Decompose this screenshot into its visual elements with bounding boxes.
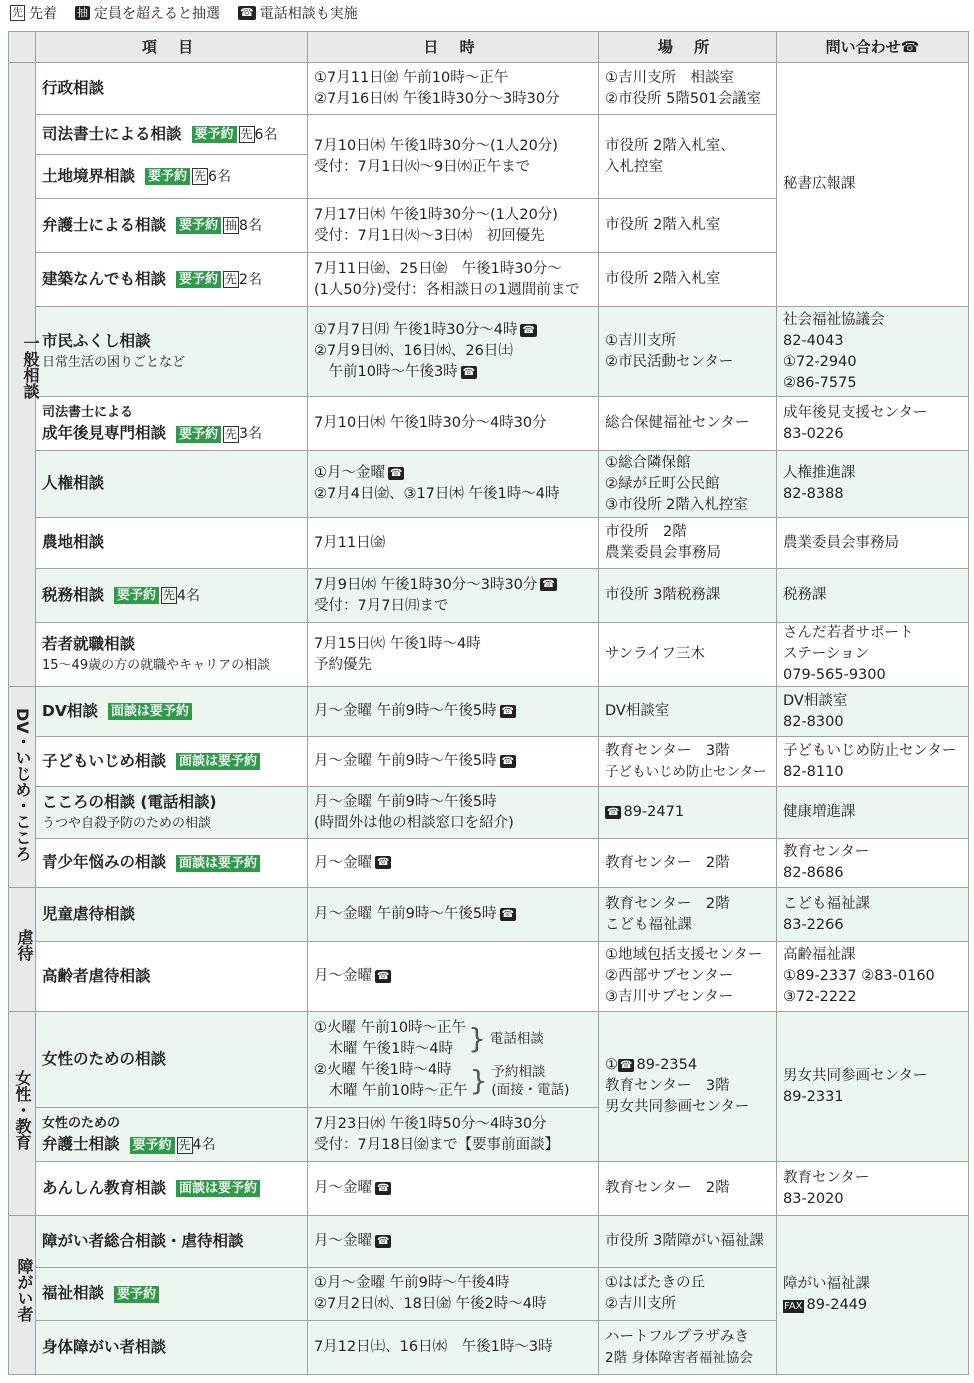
item-cell: 身体障がい者相談: [36, 1321, 308, 1375]
table-row: [9, 397, 969, 451]
brace-icon: }: [469, 1063, 488, 1097]
item-cell: 土地境界相談 要予約 先 6名: [36, 155, 308, 199]
contact-cell: 秘書広報課: [777, 63, 969, 307]
category-dv: DV・いじめ・こころ: [9, 687, 36, 888]
table-row: [9, 942, 969, 1012]
phone-icon: ☎: [462, 366, 476, 378]
sen-badge: 先: [225, 272, 238, 286]
contact-cell: 教育センター 82-8686: [777, 839, 969, 888]
table-row: [9, 623, 969, 687]
datetime-cell: ①月～金曜 午前9時～午後4時 ②7月2日㈬、18日㈮ 午後2時～4時: [308, 1268, 599, 1321]
reservation-badge: 要予約: [145, 168, 190, 185]
phone-icon: ☎: [377, 1235, 390, 1247]
place-cell: DV相談室: [599, 687, 777, 737]
datetime-cell: 7月9日㈬ 午後1時30分～3時30分 ☎ 受付：7月7日㈪まで: [308, 569, 599, 623]
datetime-cell: 月～金曜 ☎: [308, 839, 599, 888]
contact-cell: 人権推進課 82-8388: [777, 451, 969, 518]
header-datetime: 日 時: [308, 32, 599, 63]
reservation-badge: 要予約: [114, 587, 159, 604]
contact-cell: 高齢福祉課 ①89-2337 ②83-0160 ③72-2222: [777, 942, 969, 1012]
header-place: 場 所: [599, 32, 777, 63]
legend-tel-label: 電話相談も実施: [259, 6, 358, 22]
item-cell: 人権相談: [36, 451, 308, 518]
legend-tel: [238, 3, 358, 23]
item-cell: 福祉相談 要予約: [36, 1268, 308, 1321]
place-cell: 市役所 2階入札室: [599, 253, 777, 307]
table-row: [9, 1012, 969, 1108]
reservation-badge: 面談は要予約: [176, 753, 260, 770]
sen-badge: 先: [163, 588, 176, 602]
reservation-badge: 面談は要予約: [108, 703, 192, 720]
table-row: [9, 63, 969, 115]
phone-icon: ☎: [501, 908, 515, 920]
item-cell: 児童虐待相談: [36, 888, 308, 942]
contact-cell: 税務課: [777, 569, 969, 623]
contact-cell: 教育センター 83-2020: [777, 1162, 969, 1216]
datetime-cell: 7月10日㈭ 午後1時30分～(1人20分) 受付：7月1日㈫～9日㈬正午まで: [308, 115, 599, 199]
table-row: [9, 307, 969, 397]
item-cell: こころの相談 (電話相談) うつや自殺予防のための相談: [36, 787, 308, 839]
datetime-cell: 7月11日㈮、25日㈮ 午後1時30分～ (1人50分)受付：各相談日の1週間前まで: [308, 253, 599, 307]
legend-sen: [10, 3, 57, 23]
phone-icon: ☎: [542, 579, 555, 590]
chu-badge: 抽: [225, 218, 238, 232]
item-cell: 障がい者総合相談・虐待相談: [36, 1216, 308, 1268]
legend-chu: [75, 3, 220, 23]
item-cell: 弁護士による相談 要予約 抽 8名: [36, 199, 308, 253]
phone-icon: ☎: [377, 970, 390, 982]
datetime-cell: ①火曜 午前10時～正午 木曜 午後1時～4時 } 電話相談 ②火曜 午後1時～4時 木曜 午前10時～正午 } 予約相談 (面接・電話): [308, 1012, 599, 1108]
item-cell: 高齢者虐待相談: [36, 942, 308, 1012]
table-row: [9, 839, 969, 888]
place-cell: 教育センター 2階 こども福祉課: [599, 888, 777, 942]
datetime-cell: 月～金曜 午前9時～午後5時 (時間外は他の相談窓口を紹介): [308, 787, 599, 839]
table-row: [9, 569, 969, 623]
phone-icon: ☎: [620, 1059, 633, 1071]
item-cell: 女性のための 弁護士相談 要予約 先 4名: [36, 1108, 308, 1162]
table-row: [9, 518, 969, 569]
item-cell: 若者就職相談 15～49歳の方の就職やキャリアの相談: [36, 623, 308, 687]
table-row: [9, 1216, 969, 1268]
contact-cell: 社会福祉協議会 82-4043 ①72-2940 ②86-7575: [777, 307, 969, 397]
place-cell: 市役所 3階税務課: [599, 569, 777, 623]
datetime-cell: 7月11日㈮: [308, 518, 599, 569]
place-cell: 教育センター 2階: [599, 1162, 777, 1216]
reservation-badge: 要予約: [176, 426, 221, 443]
datetime-cell: 7月17日㈭ 午後1時30分～(1人20分) 受付：7月1日㈫～3日㈭ 初回優先: [308, 199, 599, 253]
phone-icon: ☎: [377, 1182, 390, 1194]
table-row: [9, 1162, 969, 1216]
item-cell: あんしん教育相談 面談は要予約: [36, 1162, 308, 1216]
datetime-cell: 7月23日㈬ 午後1時50分～4時30分 受付：7月18日㈮まで【要事前面談】: [308, 1108, 599, 1162]
datetime-cell: 7月12日㈯、16日㈬ 午後1時～3時: [308, 1321, 599, 1375]
sen-badge: 先: [12, 6, 23, 19]
sen-badge: 先: [240, 127, 253, 141]
phone-icon: ☎: [377, 857, 390, 868]
category-josei: 女性・教育: [9, 1012, 36, 1216]
place-cell: ①はばたきの丘 ②吉川支所: [599, 1268, 777, 1321]
datetime-cell: ①7月7日㈪ 午後1時30分～4時 ☎ ②7月9日㈬、16日㈬、26日㈯ 午前10時～午後3時 ☎: [308, 307, 599, 397]
contact-cell: こども福祉課 83-2266: [777, 888, 969, 942]
legend-chu-label: 定員を超えると抽選: [94, 6, 220, 22]
datetime-cell: 月～金曜 午前9時～午後5時 ☎: [308, 737, 599, 787]
place-cell: 市役所 2階入札室、 入札控室: [599, 115, 777, 199]
datetime-cell: 月～金曜 ☎: [308, 1216, 599, 1268]
place-cell: サンライフ三木: [599, 623, 777, 687]
place-cell: ① ☎ 89-2354 教育センター 3階 男女共同参画センター: [599, 1012, 777, 1162]
chu-badge: 抽: [77, 6, 88, 19]
sen-badge: 先: [178, 1137, 191, 1152]
datetime-cell: 月～金曜 ☎: [308, 1162, 599, 1216]
contact-cell: 障がい福祉課 FAX 89-2449: [777, 1216, 969, 1375]
header-cat: [9, 32, 36, 63]
contact-cell: 子どもいじめ防止センター 82-8110: [777, 737, 969, 787]
phone-icon: ☎: [501, 755, 515, 767]
item-cell: 建築なんでも相談 要予約 先 2名: [36, 253, 308, 307]
reservation-badge: 要予約: [176, 271, 221, 288]
place-cell: ①総合隣保館 ②緑が丘町公民館 ③市役所 2階入札控室: [599, 451, 777, 518]
place-cell: ☎ 89-2471: [599, 787, 777, 839]
place-cell: ①地域包括支援センター ②西部サブセンター ③吉川サブセンター: [599, 942, 777, 1012]
table-row: [9, 888, 969, 942]
category-ippan: 一般相談: [9, 63, 36, 687]
item-cell: 女性のための相談: [36, 1012, 308, 1108]
place-cell: 教育センター 3階 子どもいじめ防止センター: [599, 737, 777, 787]
contact-cell: 健康増進課: [777, 787, 969, 839]
contact-cell: 男女共同参画センター 89-2331: [777, 1012, 969, 1162]
item-cell: 税務相談 要予約 先 4名: [36, 569, 308, 623]
item-cell: 市民ふくし相談 日常生活の困りごとなど: [36, 307, 308, 397]
reservation-badge: 要予約: [192, 126, 237, 143]
phone-icon: ☎: [390, 467, 403, 479]
table-header: [9, 32, 969, 63]
phone-icon: ☎: [501, 705, 515, 717]
table-row: [9, 451, 969, 518]
place-cell: 総合保健福祉センター: [599, 397, 777, 451]
phone-icon: ☎: [522, 324, 535, 336]
reservation-badge: 要予約: [176, 217, 221, 234]
phone-icon: ☎: [607, 806, 620, 818]
legend-sen-label: 先着: [29, 6, 57, 22]
item-cell: DV相談 面談は要予約: [36, 687, 308, 737]
datetime-cell: 月～金曜 午前9時～午後5時 ☎: [308, 888, 599, 942]
place-cell: 教育センター 2階: [599, 839, 777, 888]
category-shogai: 障がい者: [9, 1216, 36, 1375]
item-cell: 子どもいじめ相談 面談は要予約: [36, 737, 308, 787]
datetime-cell: 7月15日㈫ 午後1時～4時 予約優先: [308, 623, 599, 687]
contact-cell: 成年後見支援センター 83-0226: [777, 397, 969, 451]
place-cell: 市役所 2階入札室: [599, 199, 777, 253]
table-row: [9, 737, 969, 787]
sen-badge: 先: [225, 426, 238, 441]
datetime-cell: 月～金曜 午前9時～午後5時 ☎: [308, 687, 599, 737]
legend: [0, 0, 974, 26]
contact-cell: DV相談室 82-8300: [777, 687, 969, 737]
item-cell: 司法書士による 成年後見専門相談 要予約 先 3名: [36, 397, 308, 451]
place-cell: ①吉川支所 ②市民活動センター: [599, 307, 777, 397]
contact-cell: さんだ若者サポート ステーション 079-565-9300: [777, 623, 969, 687]
header-contact: 問い合わせ☎: [777, 32, 969, 63]
item-cell: 農地相談: [36, 518, 308, 569]
item-cell: 行政相談: [36, 63, 308, 115]
place-cell: 市役所 2階 農業委員会事務局: [599, 518, 777, 569]
fax-icon: FAX: [784, 1301, 803, 1312]
reservation-badge: 要予約: [114, 1286, 159, 1303]
datetime-cell: ①月～金曜 ☎ ②7月4日㈮、③17日㈭ 午後1時～4時: [308, 451, 599, 518]
category-gyakutai: 虐待: [9, 888, 36, 1012]
datetime-cell: 月～金曜 ☎: [308, 942, 599, 1012]
sen-badge: 先: [194, 169, 207, 183]
item-cell: 青少年悩みの相談 面談は要予約: [36, 839, 308, 888]
place-cell: ①吉川支所 相談室 ②市役所 5階501会議室: [599, 63, 777, 115]
table-row: [9, 787, 969, 839]
place-cell: ハートフルプラザみき 2階 身体障害者福祉協会: [599, 1321, 777, 1375]
phone-icon: ☎: [240, 6, 254, 19]
place-cell: 市役所 3階障がい福祉課: [599, 1216, 777, 1268]
consultation-table: [8, 31, 969, 1375]
datetime-cell: ①7月11日㈮ 午前10時～正午 ②7月16日㈬ 午後1時30分～3時30分: [308, 63, 599, 115]
reservation-badge: 面談は要予約: [176, 855, 260, 872]
brace-icon: }: [468, 1021, 486, 1055]
table-row: [9, 687, 969, 737]
datetime-cell: 7月10日㈭ 午後1時30分～4時30分: [308, 397, 599, 451]
contact-cell: 農業委員会事務局: [777, 518, 969, 569]
reservation-badge: 要予約: [130, 1137, 175, 1154]
item-cell: 司法書士による相談 要予約 先 6名: [36, 115, 308, 155]
reservation-badge: 面談は要予約: [176, 1180, 260, 1197]
header-item: 項 目: [36, 32, 308, 63]
